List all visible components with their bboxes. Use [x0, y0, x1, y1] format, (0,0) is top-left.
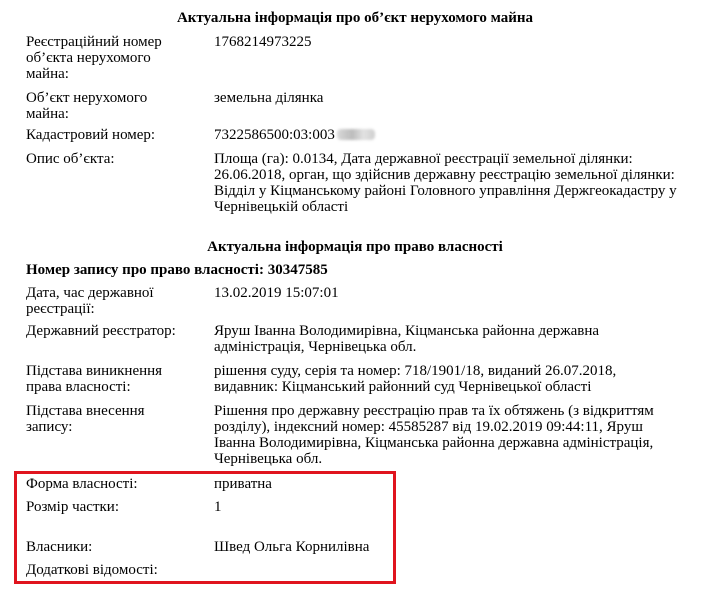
- ownership-record-number: Номер запису про право власності: 30347585: [26, 262, 328, 278]
- reg-number-label: Реєстраційний номер об’єкта нерухомого майна:: [26, 34, 162, 82]
- entry-basis-value: Рішення про державну реєстрацію прав та їх обтяжень (з відкриттям розділу), індексний номер: 45585287 від 19.02.2019 09:44:11, Яруш Іванна Володимирівна, Кіцманська районна державна адміністрація, Чернівецька обл.: [214, 403, 654, 467]
- share-size-label: Розмір частки:: [26, 499, 119, 515]
- ownership-info-heading: Актуальна інформація про право власності: [207, 239, 503, 255]
- registrar-label: Державний реєстратор:: [26, 323, 176, 339]
- ownership-form-value: приватна: [214, 476, 272, 492]
- highlight-box: [14, 471, 396, 584]
- cadastral-number-value: [214, 127, 684, 143]
- description-label: Опис об’єкта:: [26, 151, 115, 167]
- object-type-value: земельна ділянка: [214, 90, 324, 106]
- cadastral-number-label: Кадастровий номер:: [26, 127, 156, 143]
- ownership-basis-value: рішення суду, серія та номер: 718/1901/18, виданий 26.07.2018, видавник: Кіцманський районний суд Чернівецької області: [214, 363, 617, 395]
- owners-value: Швед Ольга Корнилівна: [214, 539, 370, 555]
- redacted-blur: [337, 129, 375, 140]
- cadastral-number-text: 7322586500:03:003: [214, 127, 335, 143]
- object-type-label: Об’єкт нерухомого майна:: [26, 90, 148, 122]
- object-info-heading: Актуальна інформація про об’єкт нерухомого майна: [176, 10, 534, 26]
- registration-date-value: 13.02.2019 15:07:01: [214, 285, 339, 301]
- description-value: Площа (га): 0.0134, Дата державної реєстрації земельної ділянки: 26.06.2018, орган, що здійснив державну реєстрацію земельної ділянки: Відділ у Кіцманському районі Головного управління Держгеокадастру у Чернівецькій області: [214, 151, 677, 215]
- ownership-form-label: Форма власності:: [26, 476, 138, 492]
- share-size-value: 1: [214, 499, 222, 515]
- owners-label: Власники:: [26, 539, 93, 555]
- reg-number-value: 1768214973225: [214, 34, 312, 50]
- ownership-basis-label: Підстава виникнення права власності:: [26, 363, 163, 395]
- entry-basis-label: Підстава внесення запису:: [26, 403, 145, 435]
- additional-info-label: Додаткові відомості:: [26, 562, 158, 578]
- registration-date-label: Дата, час державної реєстрації:: [26, 285, 154, 317]
- registrar-value: Яруш Іванна Володимирівна, Кіцманська районна державна адміністрація, Чернівецька обл.: [214, 323, 600, 355]
